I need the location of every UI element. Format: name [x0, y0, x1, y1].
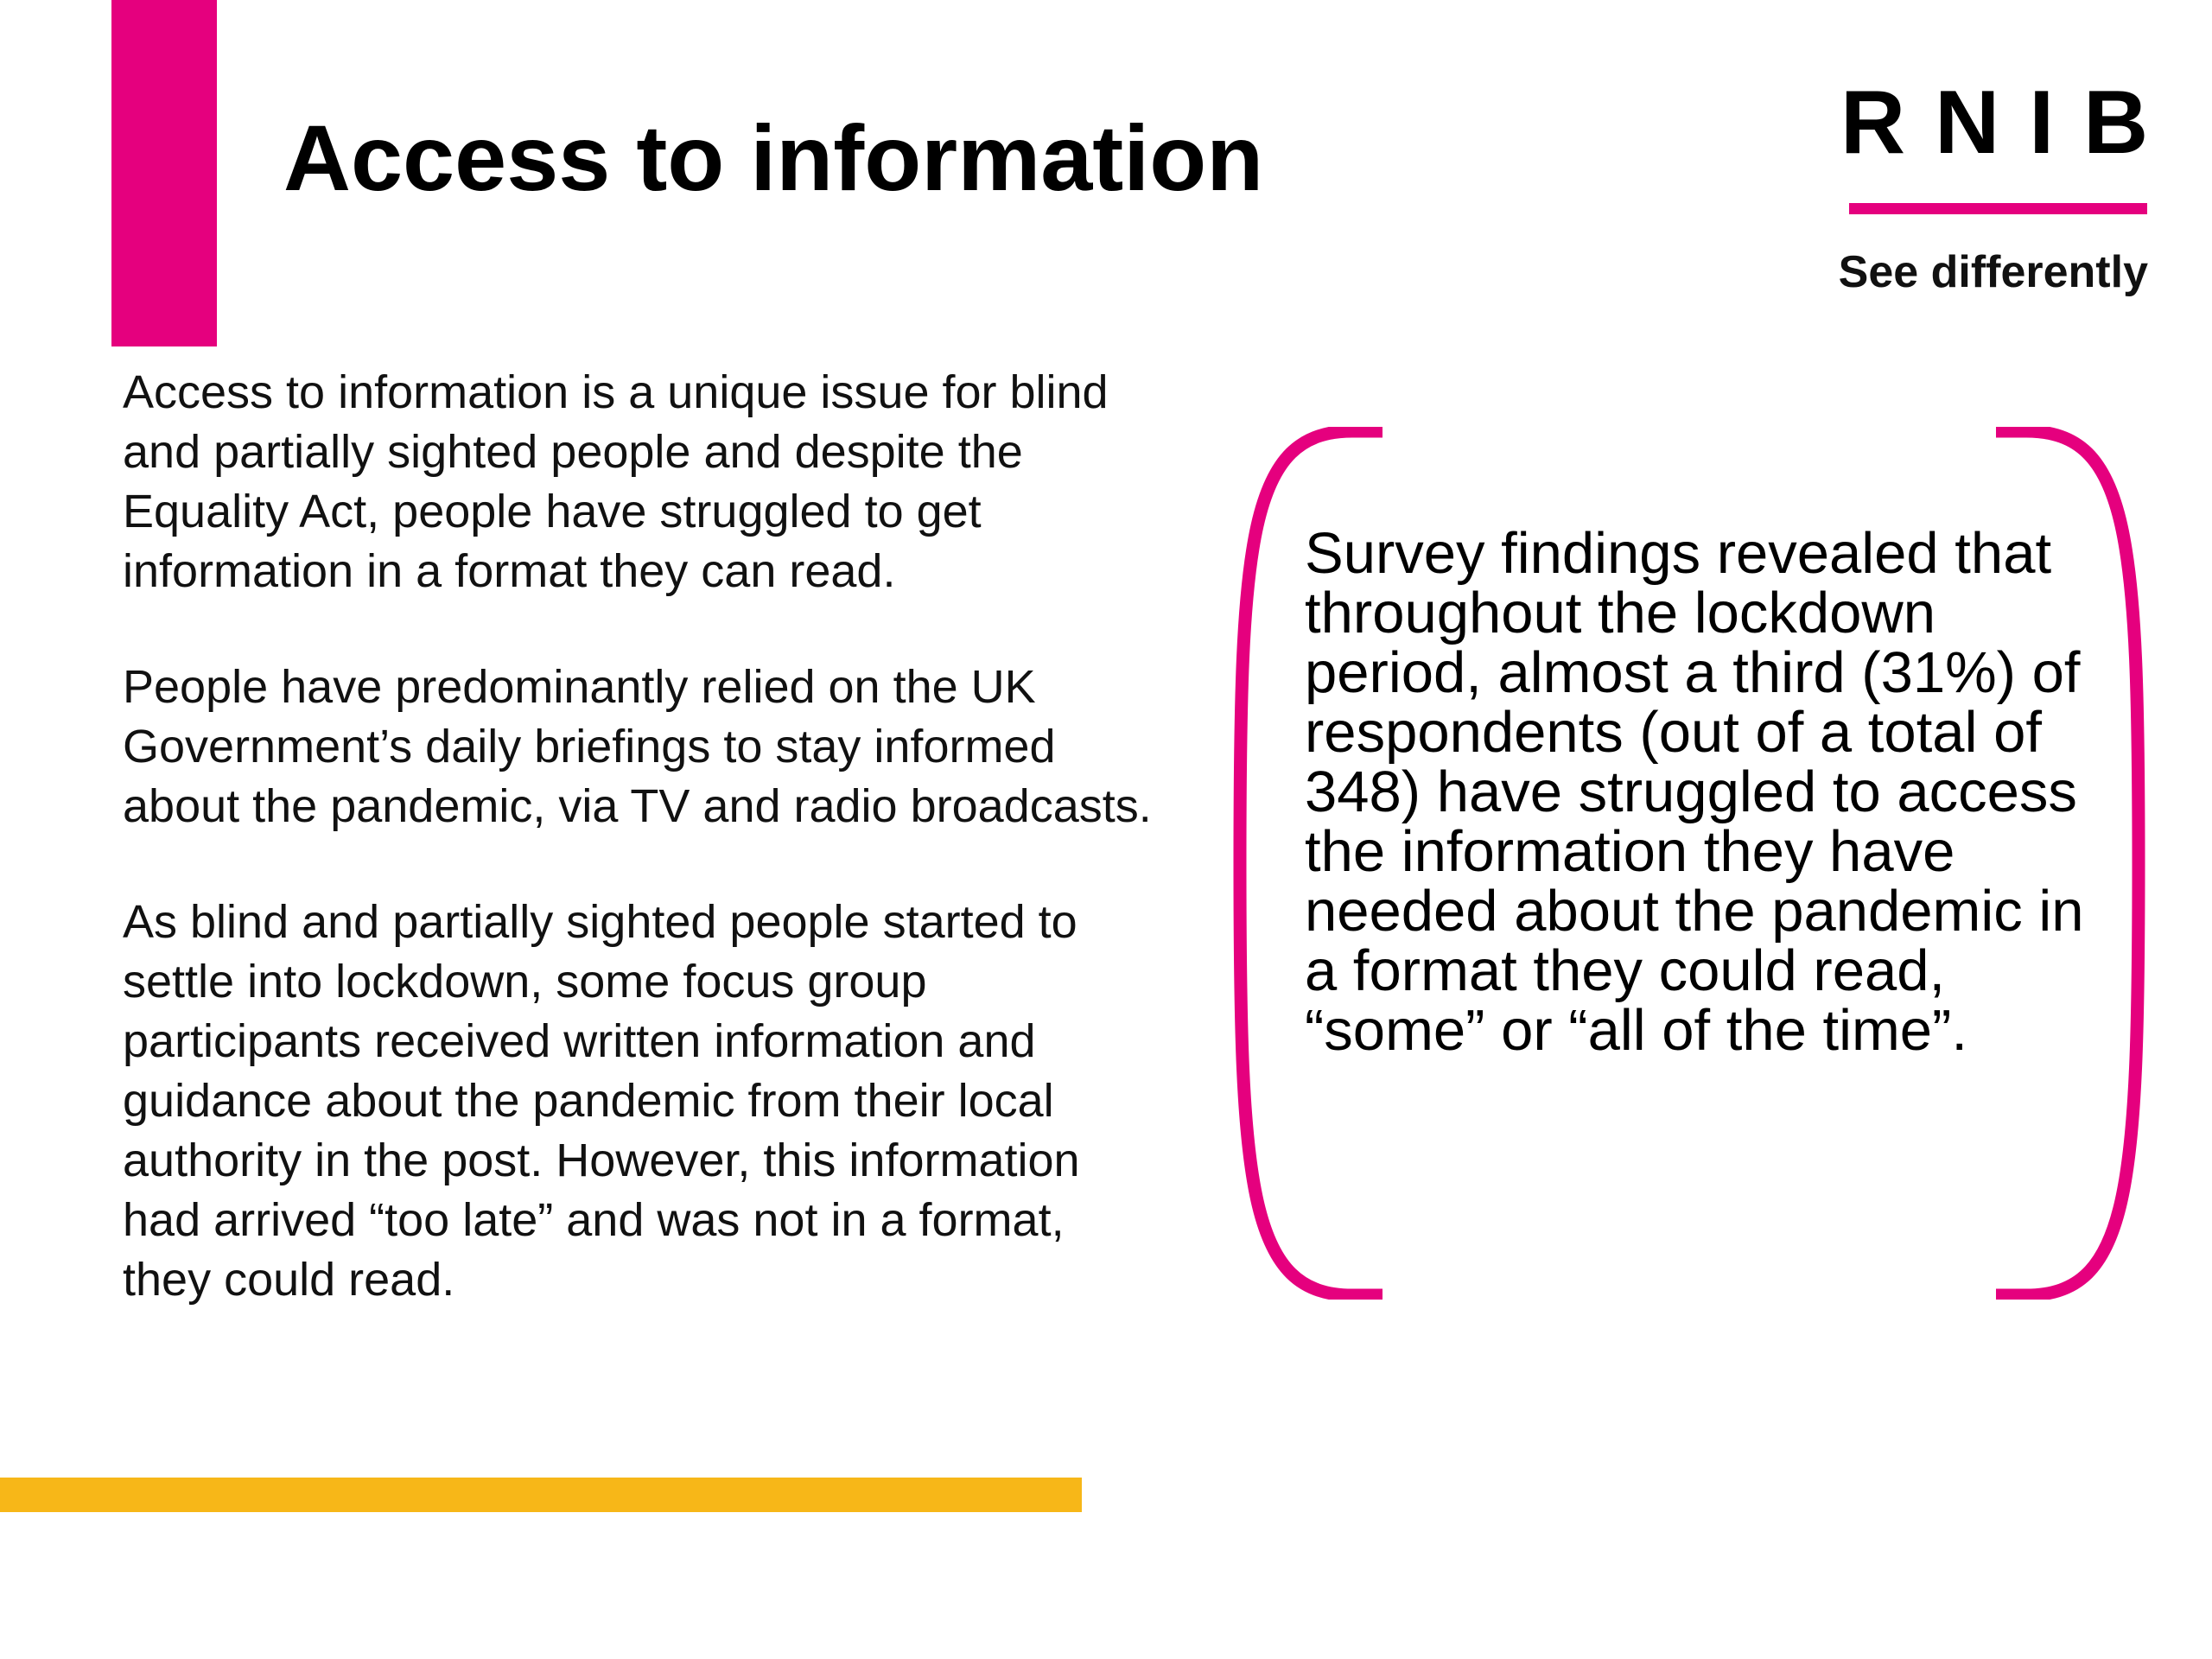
survey-callout [1231, 427, 2147, 1300]
callout-text: Survey findings revealed that throughout the lockdown period, almost a third (31%) of respondents (out of a total of 348) have struggled to access the information they have needed about the pandemic in a format they could read, “some” or “all of the time”. [1305, 521, 2084, 1063]
rnib-logo [1838, 73, 2178, 311]
pink-accent-bar [111, 0, 217, 346]
paragraph-3: As blind and partially sighted people started to settle into lockdown, some focus group participants received written information and guidance about the pandemic from their local authority in the post. However, this information had arrived “too late” and was not in a format, they could read. [123, 896, 1080, 1306]
logo-underline [1849, 203, 2147, 214]
body-text [123, 363, 1160, 1366]
page-title: Access to information [283, 105, 1264, 210]
logo-tagline: See differently [1838, 247, 2148, 297]
paragraph-2: People have predominantly relied on the UK Government’s daily briefings to stay informed about the pandemic, via TV and radio broadcasts. [123, 661, 1152, 832]
paragraph-1: Access to information is a unique issue for blind and partially sighted people and despite the Equality Act, people have struggled to get information in a format they can read. [123, 366, 1109, 597]
yellow-accent-bar [0, 1478, 1082, 1512]
logo-wordmark: RNIB [1840, 73, 2178, 173]
